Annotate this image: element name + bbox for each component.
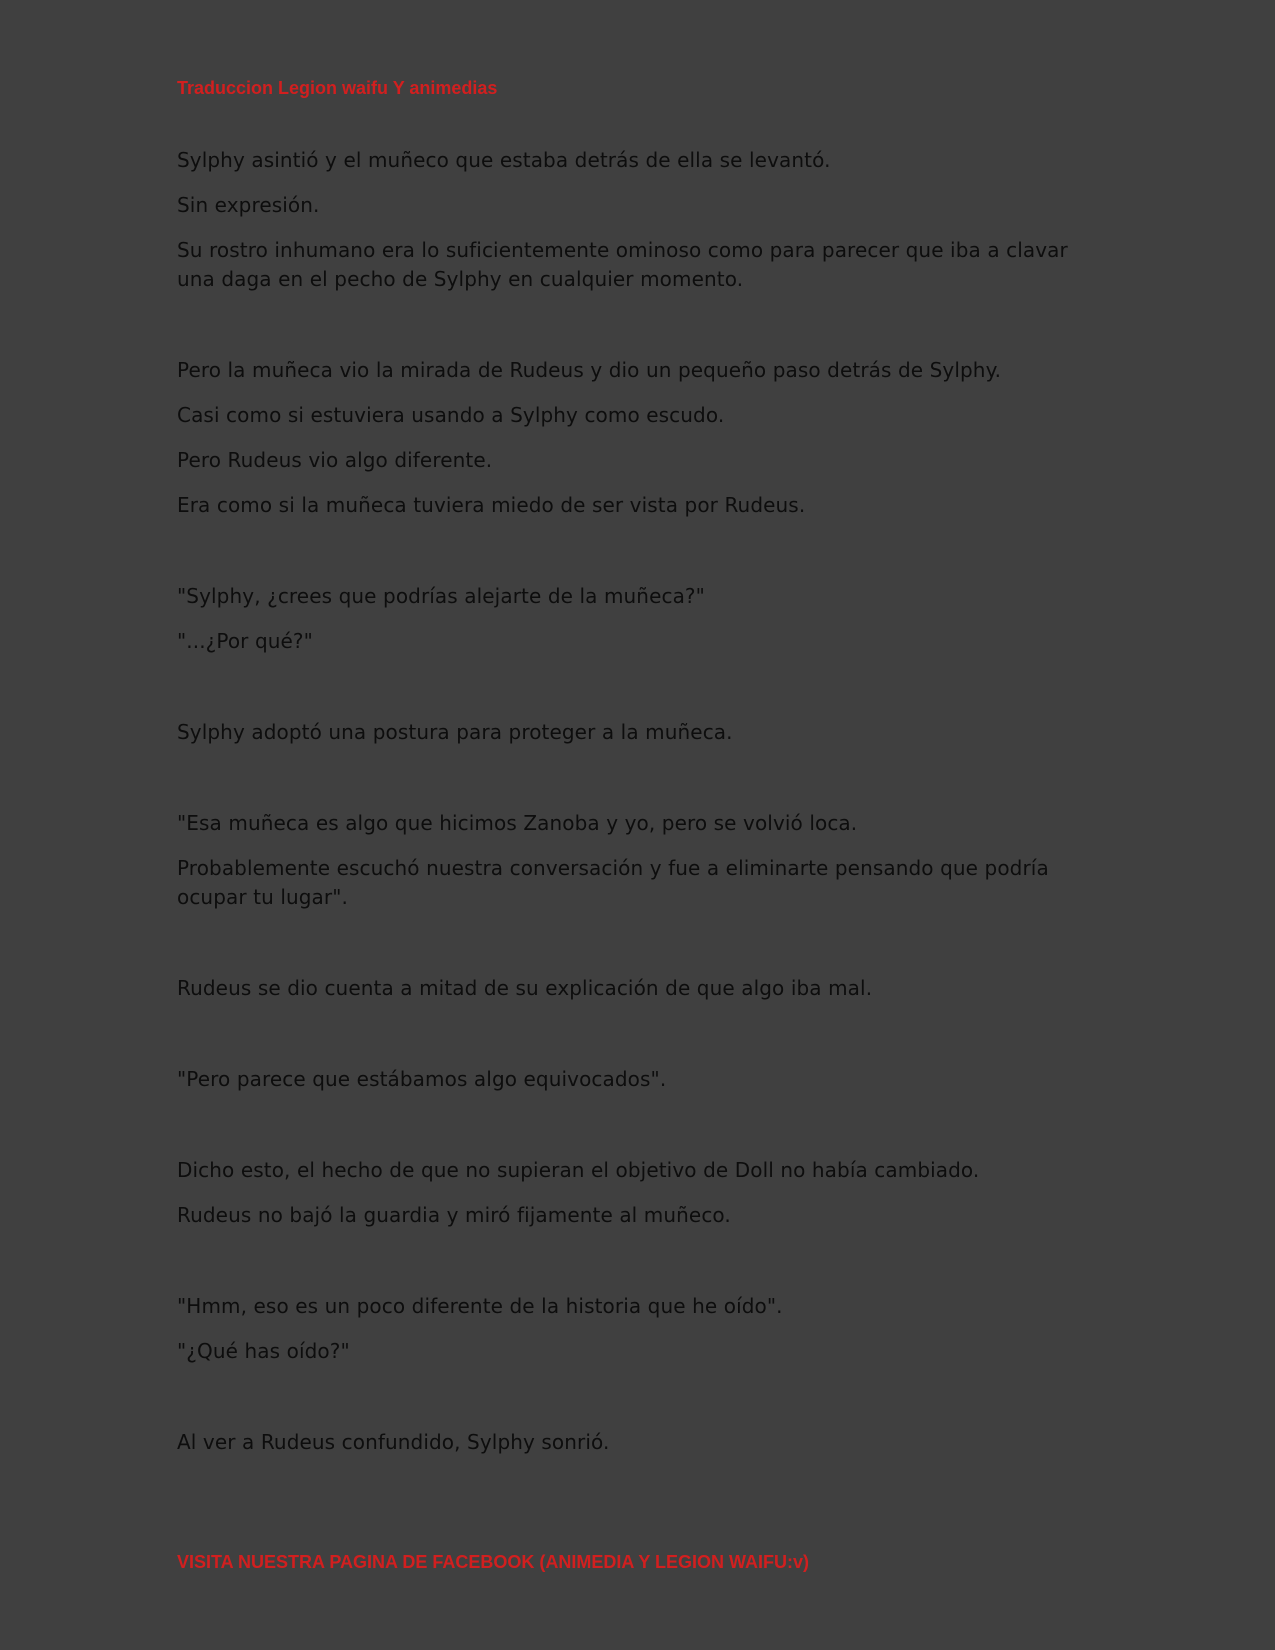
paragraph-14: "Pero parece que estábamos algo equivocados". bbox=[177, 1067, 667, 1091]
paragraph-1: Sylphy asintió y el muñeco que estaba detrás de ella se levantó. bbox=[177, 148, 831, 172]
facebook-promo: VISITA NUESTRA PAGINA DE FACEBOOK (ANIMEDIA Y LEGION WAIFU:v) bbox=[177, 1552, 810, 1572]
paragraph-gap bbox=[177, 310, 1085, 356]
paragraph-5: Casi como si estuviera usando a Sylphy como escudo. bbox=[177, 403, 725, 427]
paragraph-6: Pero Rudeus vio algo diferente. bbox=[177, 448, 493, 472]
paragraph-gap bbox=[177, 672, 1085, 718]
paragraph-2: Sin expresión. bbox=[177, 193, 320, 217]
paragraph-gap bbox=[177, 536, 1085, 582]
paragraph-18: "¿Qué has oído?" bbox=[177, 1339, 350, 1363]
paragraph-gap bbox=[177, 763, 1085, 809]
paragraph-gap bbox=[177, 1110, 1085, 1156]
paragraph-15: Dicho esto, el hecho de que no supieran el objetivo de Doll no había cambiado. bbox=[177, 1158, 980, 1182]
paragraph-13: Rudeus se dio cuenta a mitad de su explicación de que algo iba mal. bbox=[177, 976, 873, 1000]
paragraph-11: "Esa muñeca es algo que hicimos Zanoba y yo, pero se volvió loca. bbox=[177, 811, 858, 835]
paragraph-16: Rudeus no bajó la guardia y miró fijamente al muñeco. bbox=[177, 1203, 731, 1227]
paragraph-17: "Hmm, eso es un poco diferente de la historia que he oído". bbox=[177, 1294, 783, 1318]
paragraph-12: Probablemente escuchó nuestra conversación y fue a eliminarte pensando que podría ocupar tu lugar". bbox=[177, 856, 1049, 909]
paragraph-gap bbox=[177, 1019, 1085, 1065]
paragraph-gap bbox=[177, 1246, 1085, 1292]
paragraph-4: Pero la muñeca vio la mirada de Rudeus y dio un pequeño paso detrás de Sylphy. bbox=[177, 358, 1002, 382]
paragraph-10: Sylphy adoptó una postura para proteger a la muñeca. bbox=[177, 720, 733, 744]
paragraph-gap bbox=[177, 1382, 1085, 1428]
paragraph-8: "Sylphy, ¿crees que podrías alejarte de la muñeca?" bbox=[177, 584, 705, 608]
paragraph-19: Al ver a Rudeus confundido, Sylphy sonrió. bbox=[177, 1430, 610, 1454]
translator-credit: Traduccion Legion waifu Y animedias bbox=[177, 78, 498, 98]
paragraph-9: "...¿Por qué?" bbox=[177, 629, 313, 653]
paragraph-gap bbox=[177, 928, 1085, 974]
paragraph-7: Era como si la muñeca tuviera miedo de ser vista por Rudeus. bbox=[177, 493, 806, 517]
paragraph-3: Su rostro inhumano era lo suficientemente ominoso como para parecer que iba a clavar una daga en el pecho de Sylphy en cualquier momento. bbox=[177, 238, 1068, 291]
